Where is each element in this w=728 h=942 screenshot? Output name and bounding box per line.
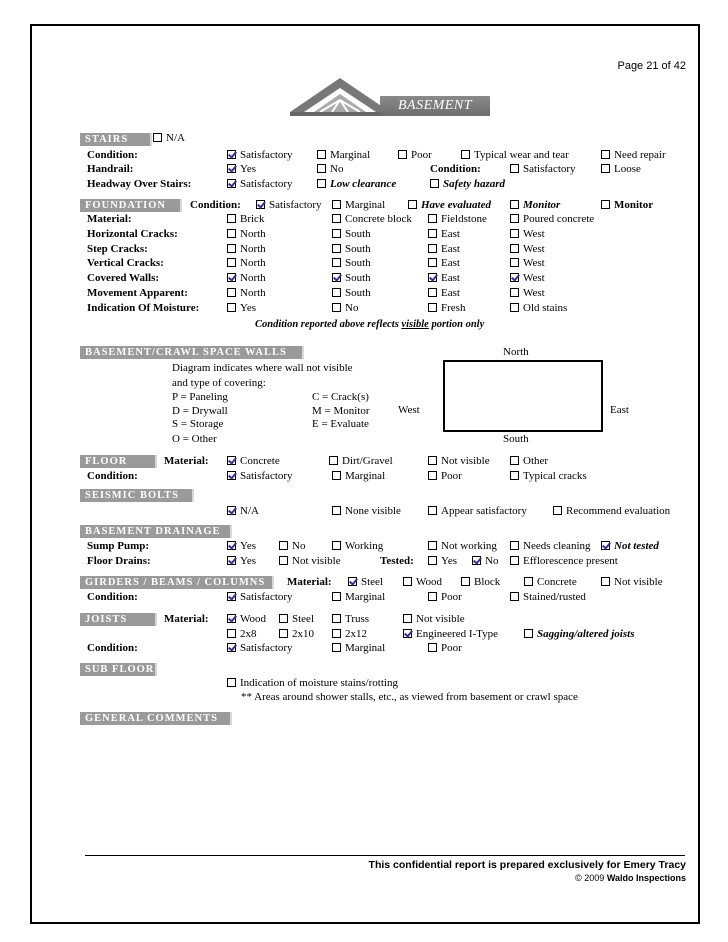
legend-item: M = Monitor	[312, 405, 370, 417]
legend-item: E = Evaluate	[312, 418, 369, 430]
diagram-south: South	[503, 433, 529, 445]
option[interactable]: Loose	[601, 163, 641, 175]
option[interactable]: Fieldstone	[428, 213, 487, 225]
stairs-header: STAIRS	[80, 133, 150, 146]
checkbox-icon	[332, 214, 341, 223]
label: Tested:	[380, 555, 414, 567]
checkbox-checked-icon	[227, 164, 236, 173]
option[interactable]: Marginal	[332, 470, 385, 482]
option[interactable]: South	[332, 228, 371, 240]
checkbox-icon	[510, 229, 519, 238]
option[interactable]: Sagging/altered joists	[524, 628, 635, 640]
option[interactable]: Not visible	[428, 455, 490, 467]
option[interactable]: Engineered I-Type	[403, 628, 498, 640]
checkbox-icon	[428, 244, 437, 253]
checkbox-icon	[317, 164, 326, 173]
label: Material:	[164, 455, 209, 467]
option[interactable]: Not visible	[403, 613, 465, 625]
page-number: Page 21 of 42	[617, 60, 686, 72]
footer-rule	[85, 855, 685, 856]
drainage-header: BASEMENT DRAINAGE	[80, 525, 230, 538]
option[interactable]: Old stains	[510, 302, 567, 314]
option[interactable]: Satisfactory	[256, 199, 322, 211]
checkbox-icon	[227, 678, 236, 687]
option[interactable]: North	[227, 287, 266, 299]
checkbox-icon	[428, 471, 437, 480]
label: Condition:	[87, 642, 138, 654]
checkbox-icon	[332, 592, 341, 601]
checkbox-icon	[430, 179, 439, 188]
checkbox-checked-icon	[227, 471, 236, 480]
checkbox-checked-icon	[510, 273, 519, 282]
option[interactable]: Have evaluated	[408, 199, 491, 211]
option[interactable]: Satisfactory	[227, 149, 293, 161]
checkbox-checked-icon	[227, 592, 236, 601]
checkbox-icon	[279, 556, 288, 565]
option[interactable]: Satisfactory	[227, 470, 293, 482]
option[interactable]: South	[332, 287, 371, 299]
legend-item: S = Storage	[172, 418, 224, 430]
checkbox-icon	[227, 229, 236, 238]
option[interactable]: Marginal	[317, 149, 370, 161]
option[interactable]: West	[510, 287, 545, 299]
option[interactable]: 2x10	[279, 628, 314, 640]
option[interactable]: No	[317, 163, 343, 175]
option[interactable]: East	[428, 228, 460, 240]
checkbox-checked-icon	[227, 179, 236, 188]
option[interactable]: Steel	[279, 613, 314, 625]
checkbox-icon	[332, 541, 341, 550]
checkbox-icon	[428, 229, 437, 238]
option[interactable]: None visible	[332, 505, 401, 517]
checkbox-checked-icon	[227, 150, 236, 159]
option[interactable]: East	[428, 272, 460, 284]
option[interactable]: North	[227, 272, 266, 284]
option[interactable]: East	[428, 287, 460, 299]
comments-header: GENERAL COMMENTS	[80, 712, 230, 725]
option[interactable]: Poor	[428, 470, 462, 482]
option[interactable]: Fresh	[428, 302, 465, 314]
checkbox-checked-icon	[227, 541, 236, 550]
section-banner: BASEMENT	[380, 96, 490, 116]
checkbox-icon	[403, 614, 412, 623]
option[interactable]: South	[332, 257, 371, 269]
checkbox-icon	[227, 258, 236, 267]
checkbox-icon	[428, 258, 437, 267]
wall-diagram[interactable]	[443, 360, 603, 432]
option[interactable]: Wood	[403, 576, 442, 588]
checkbox-icon	[428, 643, 437, 652]
checkbox-icon	[428, 456, 437, 465]
checkbox-icon	[332, 244, 341, 253]
option[interactable]: Block	[461, 576, 500, 588]
seismic-header: SEISMIC BOLTS	[80, 489, 192, 502]
checkbox-icon	[408, 200, 417, 209]
option[interactable]: Yes	[428, 555, 457, 567]
floor-header: FLOOR	[80, 455, 155, 468]
option[interactable]: 2x8	[227, 628, 257, 640]
label: Condition:	[430, 163, 481, 175]
checkbox-icon	[510, 164, 519, 173]
label: Handrail:	[87, 163, 134, 175]
option[interactable]: Recommend evaluation	[553, 505, 670, 517]
checkbox-icon	[510, 456, 519, 465]
checkbox-icon	[227, 214, 236, 223]
checkbox-icon	[332, 629, 341, 638]
checkbox-icon	[510, 288, 519, 297]
option[interactable]: Yes	[227, 163, 256, 175]
label: Vertical Cracks:	[87, 257, 164, 269]
checkbox-checked-icon	[227, 643, 236, 652]
checkbox-icon	[428, 288, 437, 297]
subfloor-note: ** Areas around shower stalls, etc., as viewed from basement or crawl space	[241, 691, 578, 703]
subfloor-header: SUB FLOOR	[80, 663, 155, 676]
checkbox-checked-icon	[348, 577, 357, 586]
checkbox-icon	[317, 150, 326, 159]
checkbox-icon	[332, 506, 341, 515]
footer-confidential: This confidential report is prepared exclusively for Emery Tracy	[368, 859, 686, 871]
legend-item: D = Drywall	[172, 405, 228, 417]
checkbox-icon	[428, 556, 437, 565]
checkbox-icon	[553, 506, 562, 515]
legend-item: P = Paneling	[172, 391, 228, 403]
checkbox-checked-icon	[256, 200, 265, 209]
checkbox-icon	[428, 541, 437, 550]
option[interactable]: South	[332, 243, 371, 255]
checkbox-checked-icon	[332, 273, 341, 282]
option[interactable]: Yes	[227, 540, 256, 552]
checkbox-icon	[403, 577, 412, 586]
walls-header: BASEMENT/CRAWL SPACE WALLS	[80, 346, 302, 359]
checkbox-checked-icon	[601, 541, 610, 550]
option[interactable]: West	[510, 257, 545, 269]
option[interactable]: North	[227, 228, 266, 240]
label: Step Cracks:	[87, 243, 148, 255]
option[interactable]: Monitor	[510, 199, 560, 211]
label: Material:	[164, 613, 209, 625]
option[interactable]: Needs cleaning	[510, 540, 591, 552]
checkbox-checked-icon	[428, 273, 437, 282]
checkbox-icon	[461, 150, 470, 159]
option[interactable]: Satisfactory	[510, 163, 576, 175]
diagram-north: North	[503, 346, 529, 358]
checkbox-icon	[510, 592, 519, 601]
option[interactable]: Satisfactory	[227, 591, 293, 603]
option[interactable]: Efflorescence present	[510, 555, 618, 567]
checkbox-icon	[510, 214, 519, 223]
option[interactable]: Not visible	[279, 555, 341, 567]
option[interactable]: Brick	[227, 213, 264, 225]
label: Condition:	[190, 199, 241, 211]
option[interactable]: Yes	[227, 555, 256, 567]
option[interactable]: West	[510, 228, 545, 240]
walls-instructions: Diagram indicates where wall not visible	[172, 362, 353, 374]
checkbox-icon	[510, 258, 519, 267]
option[interactable]: Satisfactory	[227, 178, 293, 190]
checkbox-icon	[332, 288, 341, 297]
checkbox-icon	[332, 200, 341, 209]
checkbox-checked-icon	[227, 614, 236, 623]
checkbox-icon	[428, 303, 437, 312]
option[interactable]: Not working	[428, 540, 497, 552]
option[interactable]: Marginal	[332, 199, 385, 211]
option[interactable]: No	[279, 540, 305, 552]
checkbox-icon	[332, 614, 341, 623]
option[interactable]: West	[510, 243, 545, 255]
label: Condition:	[87, 149, 138, 161]
checkbox-icon	[510, 541, 519, 550]
option[interactable]: Truss	[332, 613, 369, 625]
label: Sump Pump:	[87, 540, 150, 552]
label: Indication Of Moisture:	[87, 302, 200, 314]
checkbox-icon	[279, 629, 288, 638]
checkbox-icon	[524, 577, 533, 586]
checkbox-icon	[227, 288, 236, 297]
option[interactable]: South	[332, 272, 371, 284]
checkbox-icon	[227, 629, 236, 638]
checkbox-icon	[601, 577, 610, 586]
option[interactable]: Low clearance	[317, 178, 396, 190]
label: Headway Over Stairs:	[87, 178, 192, 190]
option[interactable]: Concrete block	[332, 213, 412, 225]
checkbox-icon	[279, 614, 288, 623]
option[interactable]: Typical wear and tear	[461, 149, 569, 161]
option[interactable]: Satisfactory	[227, 642, 293, 654]
walls-instructions: and type of covering:	[172, 377, 266, 389]
checkbox-icon	[332, 229, 341, 238]
checkbox-icon	[428, 214, 437, 223]
option[interactable]: Monitor	[601, 199, 653, 211]
checkbox-icon	[461, 577, 470, 586]
checkbox-icon	[428, 592, 437, 601]
checkbox-icon	[279, 541, 288, 550]
option[interactable]: Other	[510, 455, 548, 467]
checkbox-checked-icon	[227, 456, 236, 465]
option[interactable]: East	[428, 257, 460, 269]
checkbox-checked-icon	[403, 629, 412, 638]
option[interactable]: Marginal	[332, 642, 385, 654]
label: Material:	[87, 213, 132, 225]
legend-item: O = Other	[172, 433, 217, 445]
checkbox-checked-icon	[227, 556, 236, 565]
label: Condition:	[87, 470, 138, 482]
checkbox-icon	[227, 303, 236, 312]
label: Horizontal Cracks:	[87, 228, 178, 240]
diagram-east: East	[610, 404, 629, 416]
option[interactable]: West	[510, 272, 545, 284]
option[interactable]: East	[428, 243, 460, 255]
label: Floor Drains:	[87, 555, 151, 567]
footer-copyright: © 2009 Waldo Inspections	[575, 873, 686, 883]
option[interactable]: Typical cracks	[510, 470, 587, 482]
checkbox-icon	[601, 150, 610, 159]
checkbox-icon	[428, 506, 437, 515]
checkbox-checked-icon	[227, 506, 236, 515]
label: Movement Apparent:	[87, 287, 188, 299]
checkbox-icon	[510, 471, 519, 480]
checkbox-icon	[153, 133, 162, 142]
option[interactable]: Not visible	[601, 576, 663, 588]
option[interactable]: Not tested	[601, 540, 659, 552]
checkbox-checked-icon	[227, 273, 236, 282]
option[interactable]: Safety hazard	[430, 178, 505, 190]
option[interactable]: Steel	[348, 576, 383, 588]
option[interactable]: N/A	[227, 505, 259, 517]
checkbox-icon	[329, 456, 338, 465]
option[interactable]: Working	[332, 540, 383, 552]
joists-header: JOISTS	[80, 613, 155, 626]
option[interactable]: Need repair	[601, 149, 666, 161]
option[interactable]: Yes	[227, 302, 256, 314]
checkbox-icon	[227, 244, 236, 253]
option[interactable]: Stained/rusted	[510, 591, 586, 603]
legend-item: C = Crack(s)	[312, 391, 369, 403]
label: Material:	[287, 576, 332, 588]
label: Condition:	[87, 591, 138, 603]
checkbox-icon	[398, 150, 407, 159]
option[interactable]: Wood	[227, 613, 266, 625]
option[interactable]: No	[332, 302, 358, 314]
option[interactable]: Poor	[398, 149, 432, 161]
option[interactable]: Dirt/Gravel	[329, 455, 393, 467]
stairs-na[interactable]: N/A	[153, 132, 185, 144]
option[interactable]: Appear satisfactory	[428, 505, 527, 517]
checkbox-icon	[601, 200, 610, 209]
option[interactable]: North	[227, 243, 266, 255]
checkbox-icon	[510, 303, 519, 312]
label: Covered Walls:	[87, 272, 160, 284]
option[interactable]: Poured concrete	[510, 213, 594, 225]
option[interactable]: Indication of moisture stains/rotting	[227, 677, 398, 689]
girders-header: GIRDERS / BEAMS / COLUMNS	[80, 576, 272, 589]
option[interactable]: 2x12	[332, 628, 367, 640]
checkbox-icon	[332, 471, 341, 480]
checkbox-icon	[510, 556, 519, 565]
option[interactable]: North	[227, 257, 266, 269]
option[interactable]: Concrete	[524, 576, 577, 588]
option[interactable]: Poor	[428, 642, 462, 654]
diagram-west: West	[398, 404, 420, 416]
checkbox-icon	[317, 179, 326, 188]
option[interactable]: No	[472, 555, 498, 567]
foundation-header: FOUNDATION	[80, 199, 180, 212]
checkbox-icon	[601, 164, 610, 173]
visibility-note: Condition reported above reflects visible portion only	[255, 319, 485, 330]
checkbox-icon	[332, 303, 341, 312]
option[interactable]: Concrete	[227, 455, 280, 467]
option[interactable]: Poor	[428, 591, 462, 603]
checkbox-icon	[510, 200, 519, 209]
checkbox-icon	[510, 244, 519, 253]
checkbox-icon	[332, 643, 341, 652]
option[interactable]: Marginal	[332, 591, 385, 603]
checkbox-icon	[524, 629, 533, 638]
checkbox-icon	[332, 258, 341, 267]
checkbox-checked-icon	[472, 556, 481, 565]
